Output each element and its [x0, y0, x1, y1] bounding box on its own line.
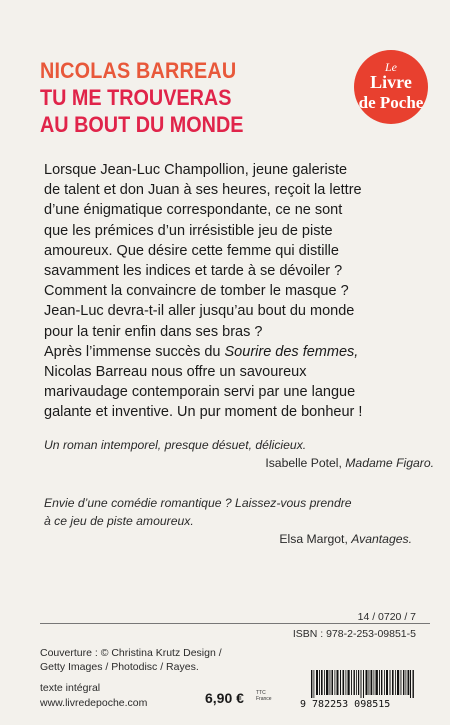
quote-text: Envie d’une comédie romantique ? Laissez-vous prendre	[44, 496, 352, 510]
synopsis-line: Lorsque Jean-Luc Champollion, jeune galeriste	[44, 162, 348, 178]
price: 6,90 €	[205, 690, 244, 706]
quote-source	[44, 454, 434, 472]
publisher-logo	[354, 50, 428, 124]
synopsis-line: Comment la convaincre de tomber le masque ?	[44, 283, 349, 300]
price-note	[256, 690, 272, 702]
press-quote-2	[44, 494, 434, 548]
synopsis-line: pour la tenir enfin dans ses bras ?	[44, 323, 263, 340]
book-reference: Sourire des femmes,	[224, 343, 359, 360]
catalog-number: 14 / 0720 / 7	[357, 611, 416, 623]
full-text-label: texte intégral	[40, 682, 101, 694]
synopsis-line: savamment les indices et tarde à se dévoiler ?	[44, 263, 343, 280]
author-name: NICOLAS BARREAU	[40, 58, 237, 83]
book-title-line-2: AU BOUT DU MONDE	[40, 112, 244, 137]
quote-author: Elsa Margot,	[279, 532, 352, 546]
barcode-digits: 9 782253 098515	[300, 699, 391, 710]
quote-publication: Avantages.	[351, 532, 412, 546]
synopsis-line: Jean-Luc devra-t-il aller jusqu’au bout du monde	[44, 303, 355, 320]
logo-text-livre: Livre	[370, 72, 412, 92]
footer-divider	[40, 623, 430, 624]
logo-text-le: Le	[385, 60, 397, 74]
synopsis-line: galante et inventive. Un pur moment de bonheur !	[44, 404, 363, 421]
press-quote-1	[44, 436, 434, 472]
synopsis-line: Nicolas Barreau nous offre un savoureux	[44, 364, 307, 381]
synopsis-line	[44, 342, 434, 362]
quote-publication: Madame Figaro.	[345, 456, 434, 470]
quote-author: Isabelle Potel,	[265, 456, 346, 470]
quote-source	[44, 530, 434, 548]
quote-text: Un roman intemporel, presque désuet, délicieux.	[44, 438, 307, 452]
price-note-france: France	[256, 696, 272, 702]
synopsis-line: de talent et don Juan à ses heures, reçoit la lettre	[44, 182, 362, 199]
cover-credit: Getty Images / Photodisc / Rayes.	[40, 661, 199, 673]
synopsis-line: amoureux. Que désire cette femme qui distille	[44, 242, 339, 259]
isbn: ISBN : 978-2-253-09851-5	[292, 628, 416, 640]
synopsis-text: Après l’immense succès du	[44, 343, 225, 360]
barcode	[300, 670, 430, 710]
quote-text: à ce jeu de piste amoureux.	[44, 514, 194, 528]
synopsis-line: que les prémices d’un irrésistible jeu de piste	[44, 222, 333, 239]
website-link[interactable]: www.livredepoche.com	[40, 697, 148, 709]
logo-text-poche: de Poche	[358, 93, 424, 112]
book-title-line-1: TU ME TROUVERAS	[40, 85, 232, 110]
synopsis-line: d’une énigmatique correspondante, ce ne sont	[44, 202, 343, 219]
synopsis	[44, 160, 434, 423]
cover-credit: Couverture : © Christina Krutz Design /	[40, 647, 222, 659]
synopsis-line: marivaudage contemporain servi par une langue	[44, 384, 356, 401]
price-note-ttc: TTC	[256, 690, 266, 696]
